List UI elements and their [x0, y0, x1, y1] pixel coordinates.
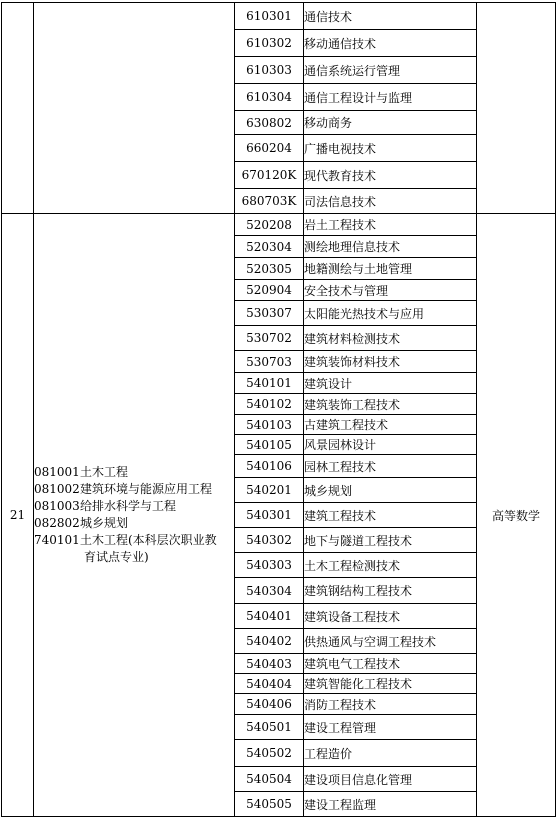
major-name: 建筑智能化工程技术 — [304, 674, 477, 694]
major-name: 安全技术与管理 — [304, 280, 477, 301]
exam-subject: 高等数学 — [477, 214, 556, 817]
undergrad-major: 740101土木工程(本科层次职业教 — [34, 533, 217, 547]
group-number: 21 — [2, 214, 34, 817]
major-name: 建设项目信息化管理 — [304, 767, 477, 792]
major-code: 660204 — [235, 135, 304, 162]
major-name: 建设工程管理 — [304, 715, 477, 740]
major-code: 540105 — [235, 435, 304, 455]
major-code: 540502 — [235, 740, 304, 767]
major-mapping-table — [1, 2, 556, 817]
major-code: 540504 — [235, 767, 304, 792]
major-code: 540401 — [235, 604, 304, 629]
major-name: 通信系统运行管理 — [304, 57, 477, 84]
major-code: 540303 — [235, 553, 304, 578]
undergrad-major-continuation: 育试点专业) — [84, 550, 149, 564]
major-code: 610303 — [235, 57, 304, 84]
major-name: 移动通信技术 — [304, 30, 477, 57]
major-name: 园林工程技术 — [304, 455, 477, 478]
major-name: 建筑材料检测技术 — [304, 326, 477, 351]
undergrad-major: 082802城乡规划 — [34, 516, 129, 530]
major-name: 地下与隧道工程技术 — [304, 528, 477, 553]
major-code: 540201 — [235, 478, 304, 503]
major-code: 520904 — [235, 280, 304, 301]
major-name: 通信技术 — [304, 3, 477, 30]
major-name: 太阳能光热技术与应用 — [304, 301, 477, 326]
undergrad-majors-cell — [34, 214, 235, 817]
major-name: 现代教育技术 — [304, 162, 477, 189]
major-code: 540404 — [235, 674, 304, 694]
major-code: 540101 — [235, 373, 304, 394]
major-name: 工程造价 — [304, 740, 477, 767]
major-code: 540403 — [235, 654, 304, 674]
undergrad-major: 081001土木工程 — [34, 465, 129, 479]
major-name: 移动商务 — [304, 111, 477, 135]
undergrad-major: 081002建筑环境与能源应用工程 — [34, 482, 213, 496]
major-name: 建筑钢结构工程技术 — [304, 578, 477, 604]
major-code: 540505 — [235, 792, 304, 817]
major-name: 建筑设计 — [304, 373, 477, 394]
major-name: 消防工程技术 — [304, 694, 477, 715]
major-code: 540103 — [235, 415, 304, 435]
undergrad-major: 081003给排水科学与工程 — [34, 499, 177, 513]
major-code: 540302 — [235, 528, 304, 553]
major-name: 建筑设备工程技术 — [304, 604, 477, 629]
major-name: 通信工程设计与监理 — [304, 84, 477, 111]
major-code: 610304 — [235, 84, 304, 111]
major-code: 520208 — [235, 214, 304, 236]
major-name: 司法信息技术 — [304, 189, 477, 214]
major-code: 520304 — [235, 236, 304, 258]
major-code: 540501 — [235, 715, 304, 740]
major-name: 风景园林设计 — [304, 435, 477, 455]
major-code: 540106 — [235, 455, 304, 478]
major-name: 岩土工程技术 — [304, 214, 477, 236]
major-name: 土木工程检测技术 — [304, 553, 477, 578]
exam-subject-cell — [477, 3, 556, 214]
major-code: 530702 — [235, 326, 304, 351]
major-code: 520305 — [235, 258, 304, 280]
major-name: 供热通风与空调工程技术 — [304, 629, 477, 654]
major-code: 630802 — [235, 111, 304, 135]
major-code: 540406 — [235, 694, 304, 715]
major-name: 建筑装饰材料技术 — [304, 351, 477, 373]
group-number-cell — [2, 3, 34, 214]
major-name: 建设工程监理 — [304, 792, 477, 817]
major-name: 建筑工程技术 — [304, 503, 477, 528]
major-code: 610302 — [235, 30, 304, 57]
table-row — [2, 214, 556, 236]
major-name: 地籍测绘与土地管理 — [304, 258, 477, 280]
major-code: 680703K — [235, 189, 304, 214]
major-name: 测绘地理信息技术 — [304, 236, 477, 258]
major-code: 670120K — [235, 162, 304, 189]
major-name: 建筑电气工程技术 — [304, 654, 477, 674]
major-code: 530703 — [235, 351, 304, 373]
major-name: 广播电视技术 — [304, 135, 477, 162]
undergrad-majors-cell — [34, 3, 235, 214]
major-name: 建筑装饰工程技术 — [304, 394, 477, 415]
major-code: 540402 — [235, 629, 304, 654]
major-code: 540301 — [235, 503, 304, 528]
major-code: 540102 — [235, 394, 304, 415]
major-name: 古建筑工程技术 — [304, 415, 477, 435]
table-row — [2, 3, 556, 30]
major-name: 城乡规划 — [304, 478, 477, 503]
major-code: 610301 — [235, 3, 304, 30]
major-code: 540304 — [235, 578, 304, 604]
major-code: 530307 — [235, 301, 304, 326]
